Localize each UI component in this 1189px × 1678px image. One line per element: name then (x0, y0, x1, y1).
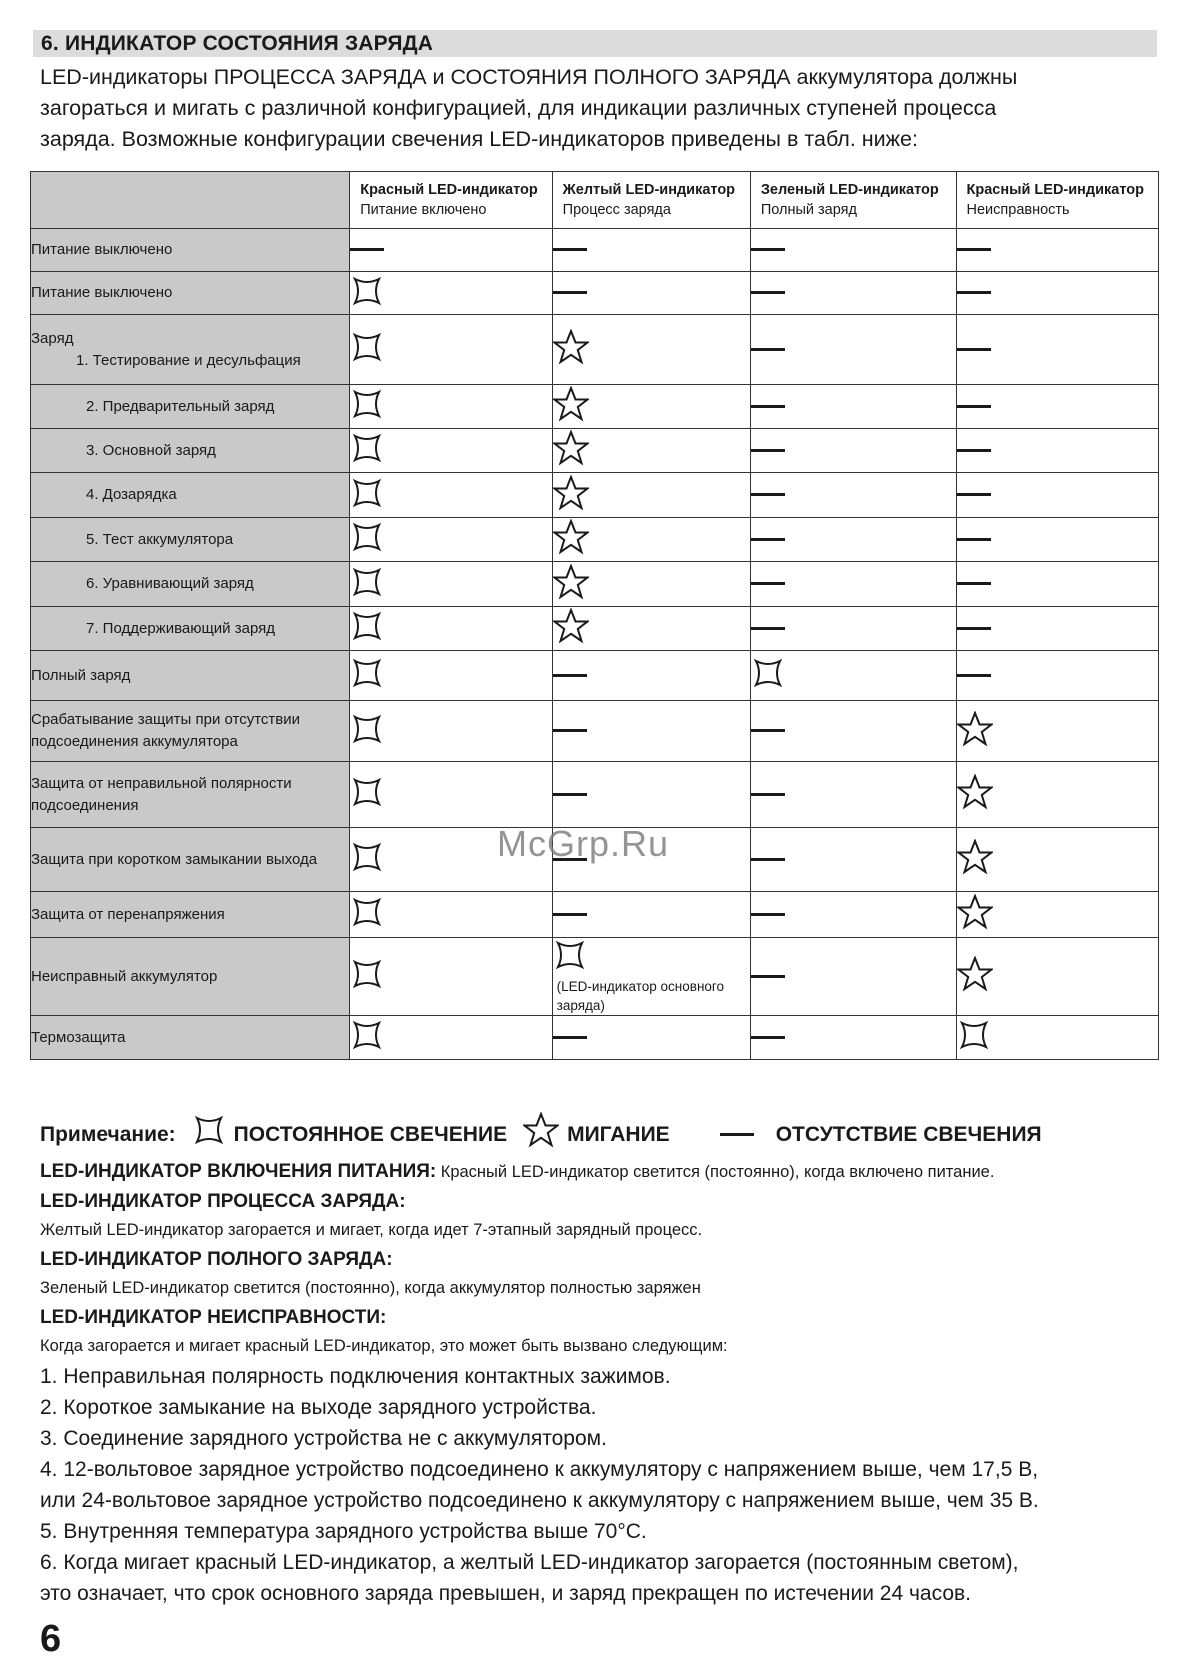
led-state-cell (956, 701, 1158, 762)
blink-star-icon (523, 1112, 559, 1157)
led-state-cell (350, 892, 552, 938)
led-state-cell (552, 315, 750, 385)
led-state-cell (350, 701, 552, 762)
power-note-heading: LED-ИНДИКАТОР ВКЛЮЧЕНИЯ ПИТАНИЯ: (40, 1161, 437, 1182)
off-dash-icon (751, 538, 785, 541)
row-label: 2. Предварительный заряд (31, 385, 350, 429)
off-dash-icon (957, 627, 991, 630)
off-dash-icon (957, 291, 991, 294)
led-state-cell (750, 272, 956, 315)
off-dash-icon (350, 248, 384, 251)
led-status-table (30, 171, 1159, 1060)
led-state-cell (750, 562, 956, 607)
steady-icon (350, 520, 384, 559)
row-label: Заряд 1. Тестирование и десульфация (31, 315, 350, 385)
off-dash-icon (553, 291, 587, 294)
row-label: Неисправный аккумулятор (31, 938, 350, 1016)
led-state-cell (552, 828, 750, 892)
fault-cause-item: 4. 12-вольтовое зарядное устройство подсоединено к аккумулятору с напряжением выше, чем 17,5 В, (40, 1458, 1039, 1481)
led-state-cell (750, 315, 956, 385)
legend-prefix: Примечание: (40, 1122, 176, 1146)
table-row (31, 272, 1159, 315)
led-state-cell (350, 651, 552, 701)
table-row (31, 385, 1159, 429)
legend (40, 1112, 1160, 1157)
led-state-cell (350, 473, 552, 518)
led-state-cell (552, 229, 750, 272)
led-state-cell (956, 518, 1158, 562)
column-header: Зеленый LED-индикатор Полный заряд (750, 172, 956, 229)
off-dash-icon (957, 674, 991, 677)
off-dash-icon (751, 493, 785, 496)
led-state-cell (552, 272, 750, 315)
blink-star-icon (553, 564, 589, 605)
steady-icon (350, 957, 384, 996)
fault-cause-item: 2. Короткое замыкание на выходе зарядного устройства. (40, 1396, 597, 1419)
row-label: Полный заряд (31, 651, 350, 701)
off-dash-icon (751, 1036, 785, 1039)
off-dash-icon (553, 793, 587, 796)
led-state-cell (350, 828, 552, 892)
off-dash-icon (720, 1133, 754, 1136)
row-label: 7. Поддерживающий заряд (31, 607, 350, 651)
fault-note-text: Когда загорается и мигает красный LED-индикатор, это может быть вызвано следующим: (40, 1337, 728, 1355)
led-state-cell (350, 1016, 552, 1060)
off-dash-icon (553, 1036, 587, 1039)
off-dash-icon (751, 582, 785, 585)
off-dash-icon (751, 449, 785, 452)
off-dash-icon (553, 674, 587, 677)
steady-icon (350, 387, 384, 426)
off-dash-icon (553, 248, 587, 251)
steady-icon (350, 330, 384, 369)
process-note-text: Желтый LED-индикатор загорается и мигает, когда идет 7-этапный зарядный процесс. (40, 1221, 703, 1239)
steady-icon (350, 609, 384, 648)
column-header: Желтый LED-индикатор Процесс заряда (552, 172, 750, 229)
off-dash-icon (553, 729, 587, 732)
legend-steady-label: ПОСТОЯННОЕ СВЕЧЕНИЕ (233, 1122, 508, 1146)
page-number: 6 (40, 1618, 62, 1660)
off-dash-icon (957, 538, 991, 541)
led-state-cell (350, 562, 552, 607)
led-state-cell (956, 229, 1158, 272)
blink-star-icon (957, 839, 993, 880)
intro-line-1: LED-индикаторы ПРОЦЕССА ЗАРЯДА и СОСТОЯНИЯ ПОЛНОГО ЗАРЯДА аккумулятора должны (40, 65, 1018, 89)
led-state-cell (750, 1016, 956, 1060)
led-state-cell (750, 651, 956, 701)
led-state-cell (350, 272, 552, 315)
table-row (31, 1016, 1159, 1060)
blink-star-icon (957, 711, 993, 752)
off-dash-icon (957, 582, 991, 585)
led-state-cell (552, 385, 750, 429)
table-row (31, 892, 1159, 938)
table-row (31, 518, 1159, 562)
table-row (31, 562, 1159, 607)
off-dash-icon (751, 975, 785, 978)
power-note (40, 1157, 1160, 1187)
legend-off-label: ОТСУТСТВИЕ СВЕЧЕНИЯ (775, 1122, 1042, 1146)
row-label: Термозащита (31, 1016, 350, 1060)
off-dash-icon (751, 348, 785, 351)
off-dash-icon (957, 405, 991, 408)
led-state-cell (956, 607, 1158, 651)
blink-star-icon (553, 430, 589, 471)
table-row (31, 607, 1159, 651)
table-corner (31, 172, 350, 229)
row-label: 6. Уравнивающий заряд (31, 562, 350, 607)
steady-icon (350, 656, 384, 695)
row-label: Питание выключено (31, 272, 350, 315)
led-state-cell (750, 762, 956, 828)
fault-note-heading: LED-ИНДИКАТОР НЕИСПРАВНОСТИ: (40, 1307, 387, 1328)
led-state-cell (750, 701, 956, 762)
section-title: 6. ИНДИКАТОР СОСТОЯНИЯ ЗАРЯДА (33, 30, 1157, 57)
column-header: Красный LED-индикатор Неисправность (956, 172, 1158, 229)
intro-line-2: загораться и мигать с различной конфигурацией, для индикации различных ступеней процесса (40, 96, 997, 120)
led-state-cell (956, 272, 1158, 315)
blink-star-icon (553, 386, 589, 427)
steady-icon (350, 1018, 384, 1057)
led-state-cell (750, 607, 956, 651)
steady-icon (350, 274, 384, 313)
table-row (31, 828, 1159, 892)
cell-note: (LED-индикатор основного заряда) (556, 979, 725, 1013)
led-state-cell (350, 938, 552, 1016)
led-state-cell (956, 651, 1158, 701)
steady-icon (751, 656, 785, 695)
off-dash-icon (751, 627, 785, 630)
column-header: Красный LED-индикатор Питание включено (350, 172, 552, 229)
full-note-heading: LED-ИНДИКАТОР ПОЛНОГО ЗАРЯДА: (40, 1249, 393, 1270)
off-dash-icon (957, 449, 991, 452)
steady-icon (192, 1113, 226, 1156)
intro-line-3: заряда. Возможные конфигурации свечения LED-индикаторов приведены в табл. ниже: (40, 127, 918, 151)
notes-section (40, 1112, 1160, 1609)
led-state-cell (350, 429, 552, 473)
row-label: Питание выключено (31, 229, 350, 272)
led-state-cell (552, 1016, 750, 1060)
led-state-cell (552, 562, 750, 607)
led-state-cell (552, 938, 750, 1016)
fault-cause-item: 6. Когда мигает красный LED-индикатор, а желтый LED-индикатор загорается (постоянным светом), (40, 1551, 1019, 1574)
led-state-cell (956, 473, 1158, 518)
led-state-cell (350, 385, 552, 429)
full-note-text: Зеленый LED-индикатор светится (постоянно), когда аккумулятор полностью заряжен (40, 1279, 701, 1297)
table-row (31, 429, 1159, 473)
steady-icon (350, 775, 384, 814)
led-state-cell (956, 315, 1158, 385)
fault-cause-item: 1. Неправильная полярность подключения контактных зажимов. (40, 1365, 671, 1388)
led-state-cell (350, 315, 552, 385)
led-state-cell (956, 1016, 1158, 1060)
fault-cause-item: или 24-вольтовое зарядное устройство подсоединено к аккумулятору с напряжением выше, чем 35 В. (40, 1489, 1039, 1512)
off-dash-icon (751, 729, 785, 732)
watermark: McGrp.Ru (497, 823, 670, 864)
table-row (31, 938, 1159, 1016)
blink-star-icon (553, 329, 589, 370)
blink-star-icon (553, 608, 589, 649)
led-state-cell (750, 473, 956, 518)
table-row (31, 762, 1159, 828)
off-dash-icon (553, 913, 587, 916)
led-state-cell (750, 518, 956, 562)
led-state-cell (750, 385, 956, 429)
steady-icon (350, 565, 384, 604)
steady-icon (350, 895, 384, 934)
led-state-cell (350, 762, 552, 828)
fault-cause-item: это означает, что срок основного заряда превышен, и заряд прекращен по истечении 24 часов. (40, 1582, 971, 1605)
led-state-cell (750, 892, 956, 938)
led-state-cell (956, 828, 1158, 892)
off-dash-icon (751, 405, 785, 408)
led-state-cell (552, 762, 750, 828)
steady-icon (553, 938, 587, 977)
steady-icon (350, 476, 384, 515)
led-state-cell (552, 701, 750, 762)
power-note-text: Красный LED-индикатор светится (постоянно), когда включено питание. (440, 1163, 995, 1181)
led-state-cell (750, 229, 956, 272)
led-state-cell (552, 518, 750, 562)
off-dash-icon (957, 493, 991, 496)
led-state-cell (956, 562, 1158, 607)
blink-star-icon (553, 519, 589, 560)
table-row (31, 315, 1159, 385)
led-state-cell (956, 762, 1158, 828)
off-dash-icon (751, 793, 785, 796)
table-row (31, 229, 1159, 272)
blink-star-icon (553, 475, 589, 516)
legend-blink-label: МИГАНИЕ (567, 1122, 670, 1146)
table-row (31, 701, 1159, 762)
led-state-cell (552, 651, 750, 701)
row-label: 3. Основной заряд (31, 429, 350, 473)
led-state-cell (552, 892, 750, 938)
led-state-cell (956, 429, 1158, 473)
off-dash-icon (751, 291, 785, 294)
led-state-cell (750, 828, 956, 892)
blink-star-icon (957, 774, 993, 815)
row-label: Защита от неправильной полярности подсоединения (31, 762, 350, 828)
steady-icon (350, 840, 384, 879)
off-dash-icon (957, 348, 991, 351)
blink-star-icon (957, 956, 993, 997)
fault-cause-item: 3. Соединение зарядного устройства не с аккумулятором. (40, 1427, 607, 1450)
off-dash-icon (751, 913, 785, 916)
row-label: Защита от перенапряжения (31, 892, 350, 938)
led-state-cell (956, 938, 1158, 1016)
table-header-row (31, 172, 1159, 229)
led-state-cell (350, 518, 552, 562)
off-dash-icon (751, 248, 785, 251)
off-dash-icon (751, 858, 785, 861)
off-dash-icon (553, 858, 587, 861)
led-state-cell (552, 429, 750, 473)
fault-cause-item: 5. Внутренняя температура зарядного устройства выше 70°С. (40, 1520, 647, 1543)
led-state-cell (552, 607, 750, 651)
blink-star-icon (957, 894, 993, 935)
led-state-cell (956, 385, 1158, 429)
off-dash-icon (957, 248, 991, 251)
table-row (31, 473, 1159, 518)
row-label: 5. Тест аккумулятора (31, 518, 350, 562)
table-row (31, 651, 1159, 701)
steady-icon (350, 712, 384, 751)
led-state-cell (956, 892, 1158, 938)
process-note-heading: LED-ИНДИКАТОР ПРОЦЕССА ЗАРЯДА: (40, 1191, 406, 1212)
row-label: Защита при коротком замыкании выхода (31, 828, 350, 892)
intro-paragraph (40, 62, 1150, 155)
led-state-cell (350, 607, 552, 651)
steady-icon (350, 431, 384, 470)
led-state-cell (552, 473, 750, 518)
steady-icon (957, 1018, 991, 1057)
led-state-cell (750, 429, 956, 473)
led-state-cell (750, 938, 956, 1016)
row-label: Срабатывание защиты при отсутствии подсоединения аккумулятора (31, 701, 350, 762)
led-state-cell (350, 229, 552, 272)
row-label: 4. Дозарядка (31, 473, 350, 518)
